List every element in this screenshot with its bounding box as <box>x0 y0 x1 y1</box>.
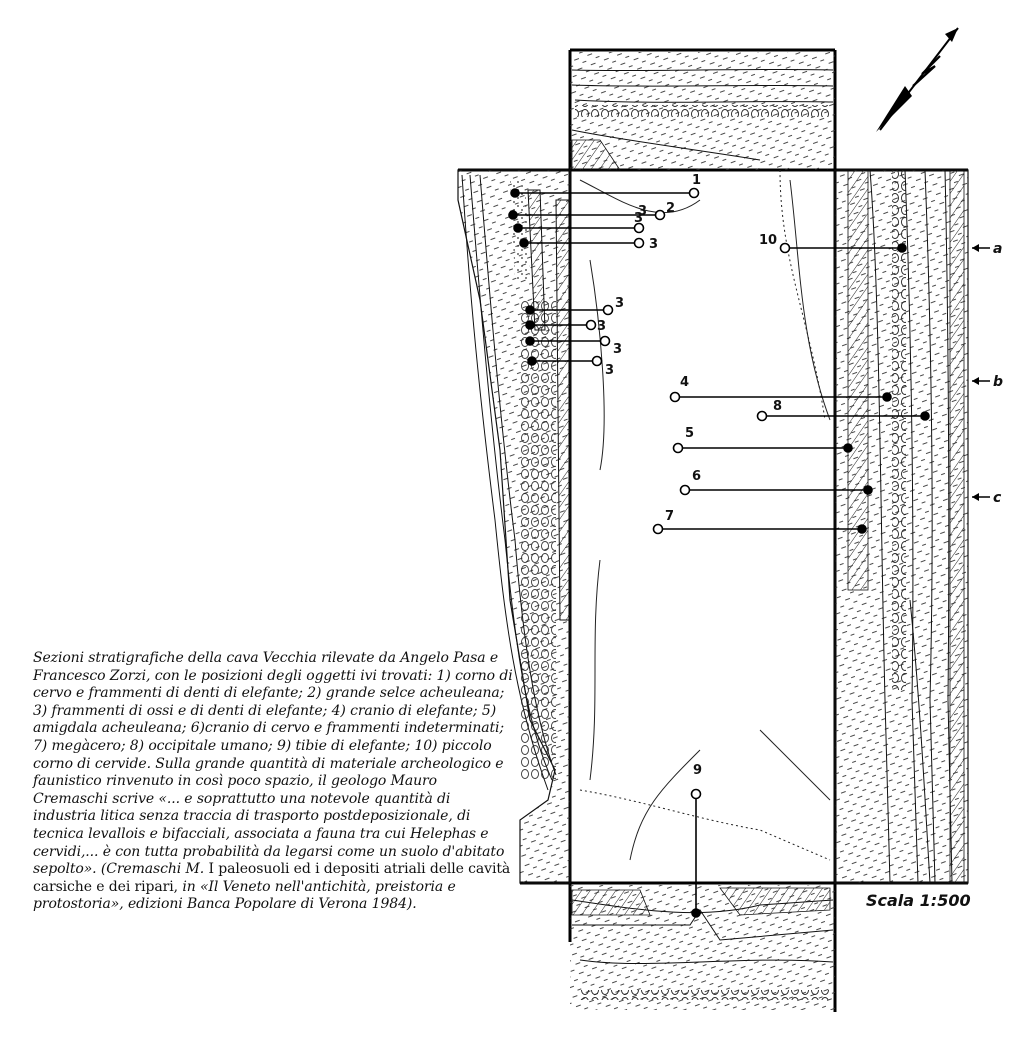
marker-label-8: 8 <box>773 399 783 414</box>
side-labels <box>972 241 1003 506</box>
marker-label-1: 1 <box>692 173 702 188</box>
marker-label-3g: 3 <box>638 204 648 219</box>
marker-label-9: 9 <box>693 763 703 778</box>
north-arrow-icon <box>876 28 958 132</box>
scale-label: Scala 1:500 <box>866 891 971 910</box>
top-block-strata <box>570 52 835 170</box>
marker-label-3d: 3 <box>597 319 607 334</box>
marker-label-5: 5 <box>685 426 695 441</box>
side-label-a: a <box>993 241 1003 257</box>
marker-label-3a: 3 <box>634 211 644 226</box>
marker-label-4: 4 <box>680 375 690 390</box>
caption-text-upright: I paleosuoli ed i depositi atriali delle cavità carsiche e dei ripari, <box>33 861 511 895</box>
marker-label-3c: 3 <box>615 296 625 311</box>
marker-label-6: 6 <box>692 469 702 484</box>
marker-label-7: 7 <box>665 509 675 524</box>
marker-label-10: 10 <box>759 233 778 248</box>
bottom-block-strata <box>570 885 835 1010</box>
marker-label-3e: 3 <box>613 342 623 357</box>
marker-5 <box>674 444 853 453</box>
marker-label-3b: 3 <box>649 237 659 252</box>
side-label-c: c <box>993 490 1002 506</box>
marker-label-3f: 3 <box>605 363 615 378</box>
side-label-b: b <box>993 374 1004 390</box>
marker-label-2: 2 <box>666 201 676 216</box>
figure-caption <box>33 650 513 914</box>
caption-text-2: in «Il Veneto nell'antichità, preistoria e protostoria», edizioni Banca Popolare di Verona 1984). <box>33 878 456 913</box>
caption-text-1: Sezioni stratigrafiche della cava Vecchia rilevate da Angelo Pasa e Francesco Zorzi, con le posizioni degli oggetti ivi trovati: 1) corno di cervo e frammenti di denti di elefante; 2) grande selce acheuleana; 3) frammenti di ossi e di denti di elefante; 4) cranio di elefante; 5) amigdala acheuleana; 6)cranio di cervo e frammenti indeterminati; 7) megàcero; 8) occipitale umano; 9) tibie di elefante; 10) piccolo corno di cervide. Sulla grande quantità di materiale archeologico e faunistico rinvenuto in così poco spazio, il geologo Mauro Cremaschi scrive «... e soprattutto una notevole quantità di industria litica senza traccia di trasporto postdeposizionale, di tecnica levallois e bifacciali, associata a fauna tra cui Helephas e cervidi,... è con tutta probabilità da legarsi come un suolo d'abitato sepolto». (Cremaschi M. <box>33 650 513 878</box>
marker-labels <box>597 173 782 778</box>
central-sketch-lines <box>580 170 830 860</box>
right-wall-strata <box>835 170 968 883</box>
